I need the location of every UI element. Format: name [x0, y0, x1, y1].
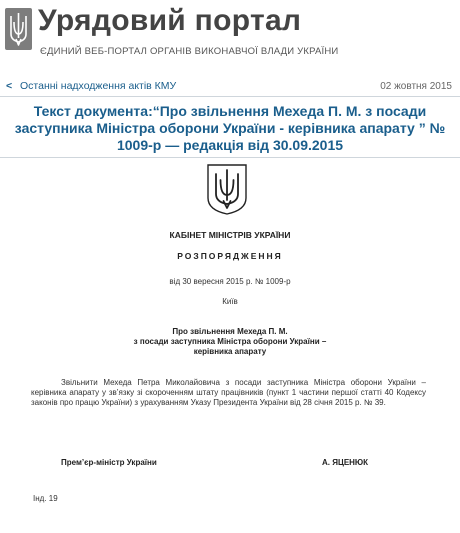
decree-subject-line: Про звільнення Мехеда П. М.: [172, 327, 288, 336]
decree-subject-line: з посади заступника Міністра оборони України –: [133, 337, 327, 346]
index-code: Інд. 19: [33, 494, 58, 503]
decree-type: РОЗПОРЯДЖЕННЯ: [177, 251, 283, 261]
trident-icon[interactable]: [5, 8, 32, 50]
publish-date: 02 жовтня 2015: [380, 81, 452, 92]
decree-date-number: від 30 вересня 2015 р. № 1009-р: [169, 277, 291, 286]
breadcrumb: [0, 78, 460, 98]
coat-of-arms-icon: [205, 162, 249, 216]
chevron-left-icon: <: [6, 80, 13, 92]
site-subtitle: ЄДИНИЙ ВЕБ-ПОРТАЛ ОРГАНІВ ВИКОНАВЧОЇ ВЛАДИ УКРАЇНИ: [40, 46, 339, 57]
decree-subject: [80, 327, 380, 357]
issuer: КАБІНЕТ МІНІСТРІВ УКРАЇНИ: [169, 230, 291, 240]
signatory-name: А. ЯЦЕНЮК: [322, 458, 369, 467]
decree-city: Київ: [222, 297, 238, 306]
signatory-role: Прем’єр-міністр України: [61, 458, 157, 467]
back-link-label: Останні надходження актів КМУ: [20, 80, 177, 92]
divider: [0, 96, 460, 97]
back-link[interactable]: [6, 80, 176, 92]
site-title[interactable]: Урядовий портал: [38, 4, 302, 37]
divider: [0, 157, 460, 158]
document-heading: Текст документа:“Про звільнення Мехеда П. М. з посади заступника Міністра оборони України - керівника апарату ” № 1009-р — редакція від 30.09.2015: [14, 103, 446, 153]
decree-subject-line: керівника апарату: [193, 347, 267, 356]
decree-body: Звільнити Мехеда Петра Миколайовича з посади заступника Міністра оборони України – керівника апарату у зв’язку зі скороченням штату працівників (пункт 1 частини першої статті 40 Кодексу законів про працю України) з урахуванням Указу Президента України від 28 січня 2015 р. № 39.: [31, 378, 426, 407]
site-header: [0, 0, 460, 66]
